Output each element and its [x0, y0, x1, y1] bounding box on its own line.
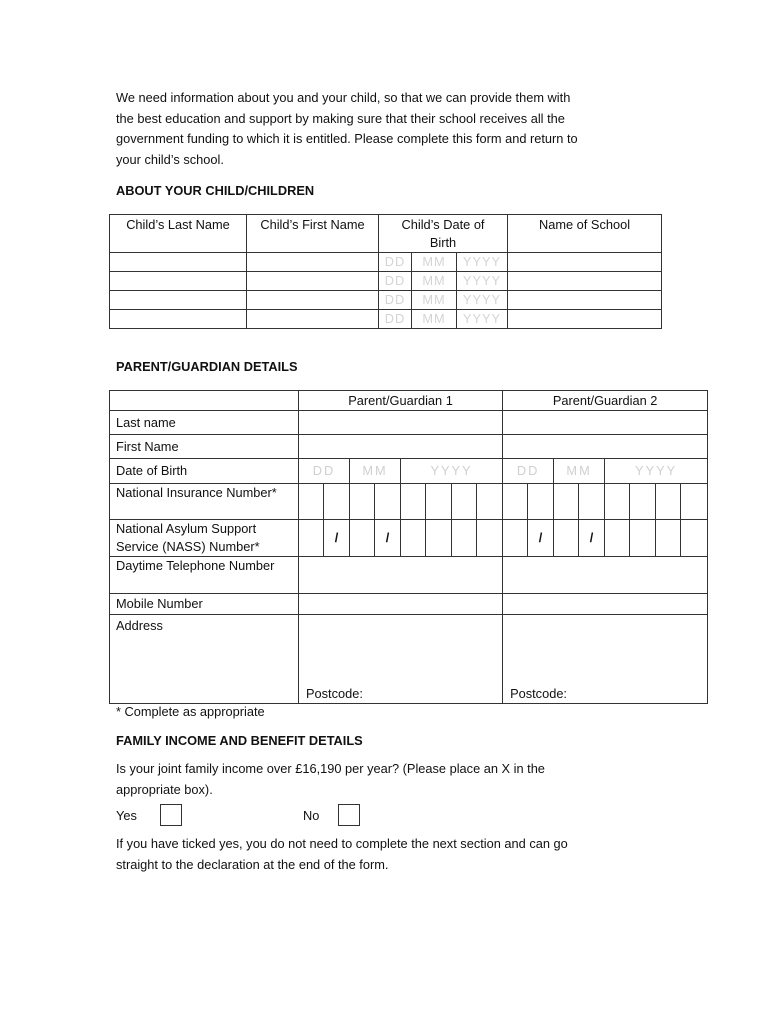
child-first-name-cell[interactable]: [247, 253, 379, 272]
child-dob-yyyy[interactable]: YYYY: [457, 253, 508, 272]
row-label-dob: Date of Birth: [110, 459, 299, 484]
parent2-postcode-label: Postcode:: [510, 686, 567, 701]
note-line: If you have ticked yes, you do not need to complete the next section and can go: [116, 836, 568, 851]
child-school-cell[interactable]: [508, 253, 662, 272]
parent1-nass-box[interactable]: [299, 520, 324, 557]
parent2-address-field[interactable]: [503, 615, 708, 704]
parent2-nass-box[interactable]: [630, 520, 656, 557]
children-table-header: [110, 215, 662, 253]
note-line: straight to the declaration at the end of the form.: [116, 856, 389, 872]
parent1-ni-box[interactable]: [452, 484, 477, 520]
parents-table: [109, 390, 708, 704]
parent2-first-name-field[interactable]: [503, 435, 708, 459]
parent1-dob-dd[interactable]: DD: [299, 459, 350, 484]
intro-paragraph: [116, 88, 656, 170]
parent1-phone-field[interactable]: [299, 557, 503, 594]
child-school-cell[interactable]: [508, 291, 662, 310]
intro-line: the best education and support by making sure that their school receives all the: [116, 110, 565, 126]
child-dob-yyyy[interactable]: YYYY: [457, 272, 508, 291]
child-first-name-cell[interactable]: [247, 310, 379, 329]
no-label: No: [303, 808, 320, 823]
parent2-nass-box[interactable]: [656, 520, 681, 557]
row-label-mobile: Mobile Number: [110, 594, 299, 615]
parent2-ni-box[interactable]: [554, 484, 579, 520]
child-last-name-cell[interactable]: [110, 253, 247, 272]
col-child-dob: Child’s Date of Birth: [379, 215, 508, 253]
parent2-nass-separator: /: [528, 520, 554, 557]
income-heading: FAMILY INCOME AND BENEFIT DETAILS: [116, 733, 363, 748]
yes-label: Yes: [116, 808, 137, 823]
row-label-address: Address: [110, 615, 299, 704]
child-dob-mm[interactable]: MM: [412, 291, 457, 310]
col-child-last-name: Child’s Last Name: [110, 215, 247, 253]
table-row: [110, 291, 662, 310]
parent1-nass-separator: /: [324, 520, 350, 557]
table-row: [110, 310, 662, 329]
row-label-phone: Daytime Telephone Number: [110, 557, 299, 594]
table-row: [110, 253, 662, 272]
child-dob-mm[interactable]: MM: [412, 272, 457, 291]
child-last-name-cell[interactable]: [110, 291, 247, 310]
yes-checkbox[interactable]: [160, 804, 182, 826]
parent1-nass-separator: /: [375, 520, 401, 557]
parent1-ni-box[interactable]: [375, 484, 401, 520]
parent2-nass-box[interactable]: [605, 520, 630, 557]
parent2-ni-box[interactable]: [528, 484, 554, 520]
children-heading: ABOUT YOUR CHILD/CHILDREN: [116, 183, 315, 198]
parent1-ni-box[interactable]: [350, 484, 375, 520]
parent2-ni-box[interactable]: [630, 484, 656, 520]
parents-heading: PARENT/GUARDIAN DETAILS: [116, 359, 298, 374]
parent1-nass-box[interactable]: [452, 520, 477, 557]
col-parent-2: Parent/Guardian 2: [503, 391, 708, 411]
col-school-name: Name of School: [508, 215, 662, 253]
child-dob-dd[interactable]: DD: [379, 310, 412, 329]
parent1-last-name-field[interactable]: [299, 411, 503, 435]
child-last-name-cell[interactable]: [110, 272, 247, 291]
footnote: * Complete as appropriate: [116, 704, 265, 719]
children-table: [109, 214, 662, 329]
parent1-ni-box[interactable]: [324, 484, 350, 520]
parent2-ni-box[interactable]: [656, 484, 681, 520]
income-note: [116, 834, 656, 875]
table-row: [110, 411, 708, 435]
parent1-dob-mm[interactable]: MM: [350, 459, 401, 484]
child-dob-yyyy[interactable]: YYYY: [457, 310, 508, 329]
parent2-dob-dd[interactable]: DD: [503, 459, 554, 484]
row-label-nass: National Asylum Support Service (NASS) Number*: [110, 520, 299, 557]
table-row: [110, 594, 708, 615]
parent2-nass-box[interactable]: [503, 520, 528, 557]
table-row: [110, 520, 708, 557]
parent1-ni-box[interactable]: [426, 484, 452, 520]
child-school-cell[interactable]: [508, 310, 662, 329]
parent1-nass-box[interactable]: [350, 520, 375, 557]
child-dob-dd[interactable]: DD: [379, 291, 412, 310]
parent1-nass-box[interactable]: [477, 520, 503, 557]
parent1-ni-box[interactable]: [477, 484, 503, 520]
parent1-ni-box[interactable]: [401, 484, 426, 520]
parent2-nass-box[interactable]: [554, 520, 579, 557]
question-line: Is your joint family income over £16,190 per year? (Please place an X in the: [116, 761, 545, 776]
parent1-ni-box[interactable]: [299, 484, 324, 520]
parent2-ni-box[interactable]: [503, 484, 528, 520]
table-row: [110, 459, 708, 484]
child-dob-dd[interactable]: DD: [379, 272, 412, 291]
col-child-first-name: Child’s First Name: [247, 215, 379, 253]
parents-header-blank: [110, 391, 299, 411]
parent2-last-name-field[interactable]: [503, 411, 708, 435]
row-label-ni: National Insurance Number*: [110, 484, 299, 520]
child-last-name-cell[interactable]: [110, 310, 247, 329]
parent1-dob-yyyy[interactable]: YYYY: [401, 459, 503, 484]
parent1-nass-box[interactable]: [401, 520, 426, 557]
child-dob-yyyy[interactable]: YYYY: [457, 291, 508, 310]
parent1-first-name-field[interactable]: [299, 435, 503, 459]
parent1-address-field[interactable]: [299, 615, 503, 704]
parent2-nass-separator: /: [579, 520, 605, 557]
parent2-mobile-field[interactable]: [503, 594, 708, 615]
intro-line: government funding to which it is entitled. Please complete this form and return to: [116, 131, 578, 146]
table-row: [110, 615, 708, 704]
parent2-nass-box[interactable]: [681, 520, 708, 557]
child-first-name-cell[interactable]: [247, 291, 379, 310]
child-dob-dd[interactable]: DD: [379, 253, 412, 272]
intro-line: your child’s school.: [116, 151, 224, 167]
child-first-name-cell[interactable]: [247, 272, 379, 291]
table-row: [110, 557, 708, 594]
parent2-phone-field[interactable]: [503, 557, 708, 594]
parent1-postcode-label: Postcode:: [306, 686, 363, 701]
parent2-ni-box[interactable]: [681, 484, 708, 520]
no-checkbox[interactable]: [338, 804, 360, 826]
child-school-cell[interactable]: [508, 272, 662, 291]
table-row: [110, 435, 708, 459]
col-parent-1: Parent/Guardian 1: [299, 391, 503, 411]
parent1-nass-box[interactable]: [426, 520, 452, 557]
intro-line: We need information about you and your child, so that we can provide them with: [116, 90, 571, 105]
table-row: [110, 484, 708, 520]
row-label-last-name: Last name: [110, 411, 299, 435]
parent2-ni-box[interactable]: [579, 484, 605, 520]
parent2-dob-mm[interactable]: MM: [554, 459, 605, 484]
table-row: [110, 272, 662, 291]
row-label-first-name: First Name: [110, 435, 299, 459]
parent1-mobile-field[interactable]: [299, 594, 503, 615]
parent2-dob-yyyy[interactable]: YYYY: [605, 459, 708, 484]
parent2-ni-box[interactable]: [605, 484, 630, 520]
income-question: [116, 759, 656, 800]
child-dob-mm[interactable]: MM: [412, 310, 457, 329]
child-dob-mm[interactable]: MM: [412, 253, 457, 272]
question-line: appropriate box).: [116, 781, 213, 797]
